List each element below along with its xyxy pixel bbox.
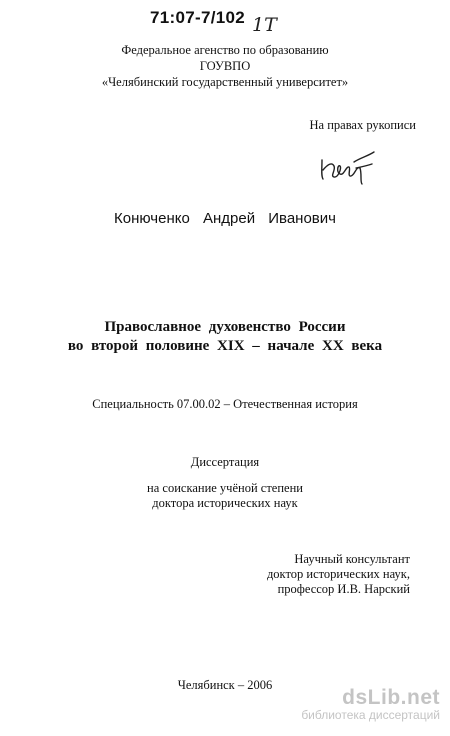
degree-line: доктора исторических наук (152, 496, 298, 510)
handwritten-number: 1Т (252, 14, 277, 36)
rights-note: На правах рукописи (309, 118, 416, 132)
consultant-line: профессор И.В. Нарский (277, 582, 410, 596)
consultant-line: Научный консультант (294, 552, 410, 566)
degree-block (0, 481, 450, 511)
work-type: Диссертация (190, 455, 260, 469)
author-signature (316, 146, 378, 186)
watermark-subtitle: библиотека диссертаций (301, 708, 440, 722)
watermark-logo: dsLib.net (342, 686, 440, 709)
author-name: Конюченко Андрей Иванович (114, 210, 336, 227)
organization-line: «Челябинский государственный университет» (101, 75, 349, 89)
watermark (301, 686, 440, 722)
city-year: Челябинск – 2006 (177, 678, 273, 692)
degree-line: на соискание учёной степени (147, 481, 303, 495)
organization-block (0, 42, 450, 90)
consultant-block (267, 552, 410, 597)
organization-line: ГОУВПО (199, 59, 251, 73)
specialty: Специальность 07.00.02 – Отечественная история (92, 397, 358, 411)
dissertation-title (0, 318, 450, 356)
organization-line: Федеральное агенство по образованию (121, 43, 329, 57)
title-line: Православное духовенство России (104, 319, 346, 335)
title-line: во второй половине XIX – начале XX века (67, 338, 383, 354)
catalog-number: 71:07-7/102 (150, 8, 245, 27)
consultant-line: доктор исторических наук, (266, 567, 410, 581)
